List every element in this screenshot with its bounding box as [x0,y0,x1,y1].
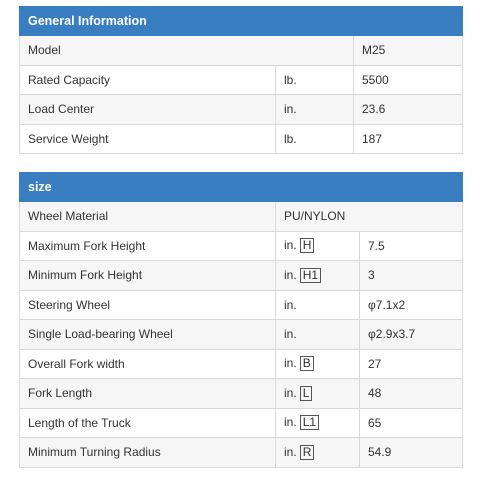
spec-unit: lb. [276,65,354,95]
section-title: General Information [20,7,463,36]
dimension-code: H [300,238,315,253]
spec-value: 27 [360,349,463,379]
spec-value: 3 [360,261,463,291]
spec-label: Overall Fork width [20,349,276,379]
spec-label: Maximum Fork Height [20,231,276,261]
spec-value: 48 [360,379,463,409]
table-row [20,261,463,291]
spec-value: φ7.1x2 [360,290,463,320]
spec-unit: in. [284,444,297,459]
table-row [20,379,463,409]
spec-label: Minimum Fork Height [20,261,276,291]
spec-unit: in. [284,385,297,400]
spec-unit-cell [276,438,360,468]
table-row [20,36,463,66]
spec-value: φ2.9x3.7 [360,320,463,350]
spec-label: Length of the Truck [20,408,276,438]
spec-unit-cell [276,231,360,261]
dimension-code: L [300,386,313,401]
dimension-code: R [300,445,315,460]
spec-label: Steering Wheel [20,290,276,320]
spec-value: M25 [354,36,463,66]
spec-value: 65 [360,408,463,438]
spec-value: 5500 [354,65,463,95]
spec-label: Model [20,36,354,66]
spec-unit-cell [276,379,360,409]
table-header-row [20,7,463,36]
spec-unit: lb. [276,124,354,154]
spec-unit: in. [284,356,297,371]
spec-unit: in. [276,95,354,125]
table-row [20,320,463,350]
general-information-table [19,6,463,154]
spec-value: 23.6 [354,95,463,125]
table-row [20,408,463,438]
spec-value: PU/NYLON [276,202,463,232]
spec-label: Fork Length [20,379,276,409]
table-row [20,65,463,95]
spec-unit-cell [276,349,360,379]
spec-value: 187 [354,124,463,154]
spec-unit: in. [284,238,297,253]
table-row [20,231,463,261]
section-title: size [20,173,463,202]
spec-unit-cell [276,320,360,350]
spec-unit: in. [284,267,297,282]
spec-label: Minimum Turning Radius [20,438,276,468]
spec-unit-cell [276,290,360,320]
dimension-code: B [300,356,314,371]
spec-label: Single Load-bearing Wheel [20,320,276,350]
dimension-code: H1 [300,268,321,283]
table-row [20,95,463,125]
spec-value: 54.9 [360,438,463,468]
spec-label: Rated Capacity [20,65,276,95]
table-row [20,124,463,154]
spec-unit: in. [284,297,297,312]
table-header-row [20,173,463,202]
spec-unit: in. [284,415,297,430]
spec-unit: in. [284,327,297,342]
table-row [20,290,463,320]
dimension-code: L1 [300,415,319,430]
table-row [20,349,463,379]
spec-unit-cell [276,408,360,438]
spec-value: 7.5 [360,231,463,261]
table-row [20,202,463,232]
spec-label: Service Weight [20,124,276,154]
table-row [20,438,463,468]
spec-unit-cell [276,261,360,291]
size-table [19,172,463,468]
spec-label: Wheel Material [20,202,276,232]
spec-label: Load Center [20,95,276,125]
